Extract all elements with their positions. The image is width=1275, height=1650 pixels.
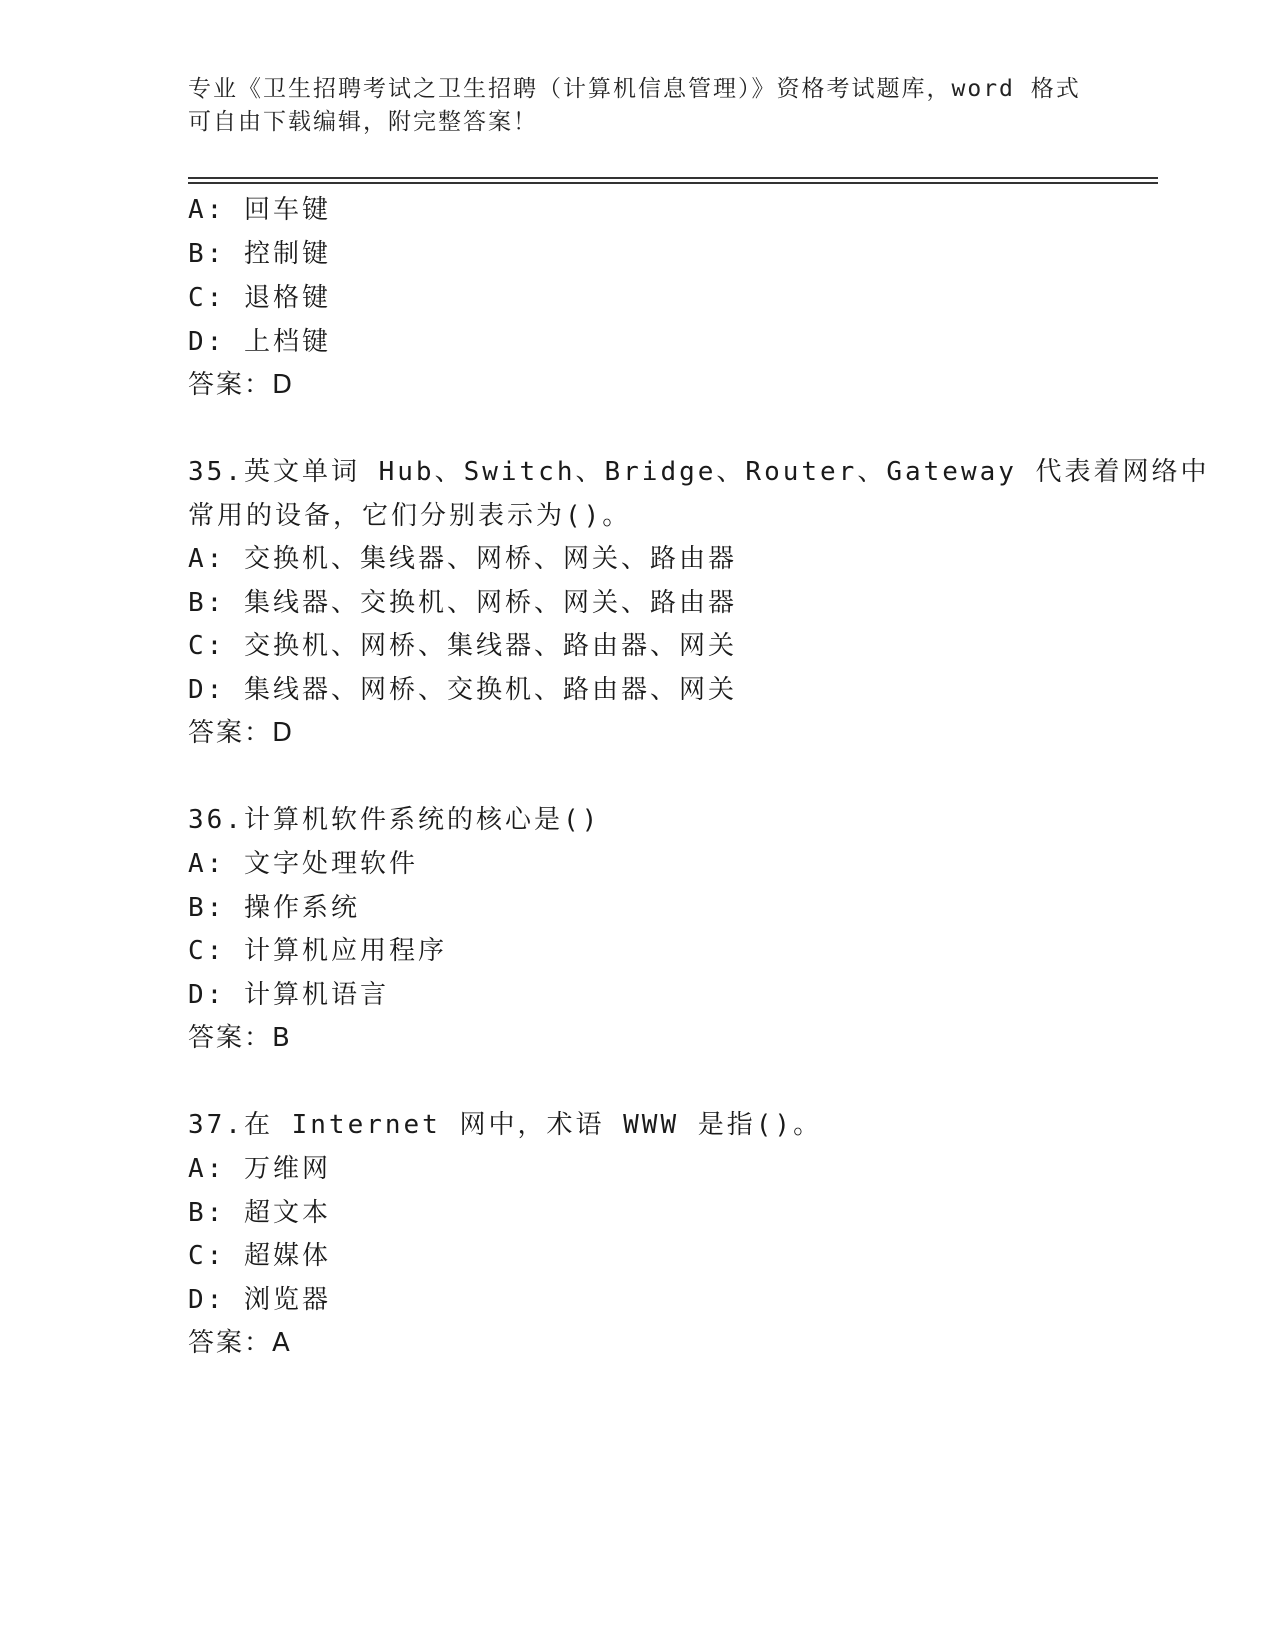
question-stem: 36.计算机软件系统的核心是()	[188, 805, 601, 835]
header-line-1: 专业《卫生招聘考试之卫生招聘（计算机信息管理）》资格考试题库，word 格式	[188, 76, 1081, 102]
question-stem-continued: 常用的设备，它们分别表示为()。	[188, 501, 632, 531]
answer-label: 答案：D	[188, 370, 295, 400]
document-header	[188, 73, 1088, 139]
option-b: B: 集线器、交换机、网桥、网关、路由器	[188, 588, 737, 618]
option-a: A: 回车键	[188, 195, 331, 225]
question-stem: 35.英文单词 Hub、Switch、Bridge、Router、Gateway 代表着网络中	[188, 457, 1210, 487]
option-d: D: 上档键	[188, 327, 331, 357]
option-d: D: 浏览器	[188, 1285, 331, 1315]
option-d: D: 集线器、网桥、交换机、路由器、网关	[188, 675, 737, 705]
answer-label: 答案：A	[188, 1328, 292, 1358]
option-c: C: 超媒体	[188, 1241, 331, 1271]
option-b: B: 操作系统	[188, 893, 360, 923]
option-d: D: 计算机语言	[188, 980, 389, 1010]
option-b: B: 控制键	[188, 239, 331, 269]
option-c: C: 退格键	[188, 283, 331, 313]
option-a: A: 万维网	[188, 1154, 331, 1184]
answer-label: 答案：D	[188, 718, 295, 748]
option-c: C: 交换机、网桥、集线器、路由器、网关	[188, 631, 737, 661]
answer-label: 答案：B	[188, 1023, 292, 1053]
option-c: C: 计算机应用程序	[188, 936, 447, 966]
question-stem: 37.在 Internet 网中，术语 WWW 是指()。	[188, 1110, 823, 1140]
option-a: A: 交换机、集线器、网桥、网关、路由器	[188, 544, 737, 574]
option-a: A: 文字处理软件	[188, 849, 418, 879]
header-divider-top	[188, 177, 1158, 179]
header-divider-bottom	[188, 182, 1158, 184]
option-b: B: 超文本	[188, 1198, 331, 1228]
header-line-2: 可自由下载编辑，附完整答案！	[188, 109, 538, 135]
